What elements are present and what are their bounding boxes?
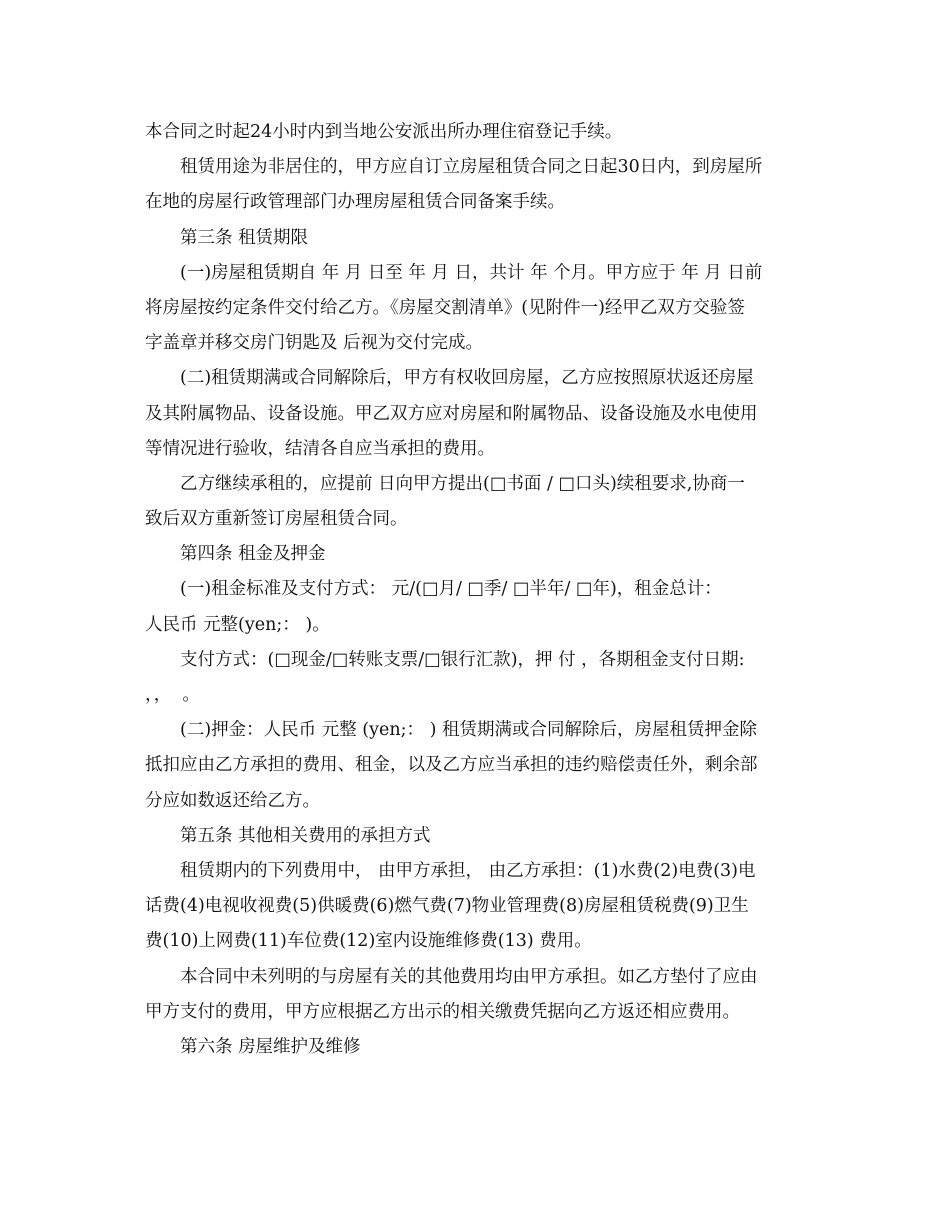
text-line: ，， 。: [145, 685, 200, 705]
text-line: 字盖章并移交房门钥匙及 后视为交付完成。: [145, 333, 484, 354]
text-line: 致后双方重新签订房屋租赁合同。: [145, 509, 408, 530]
text-line: 支付方式：(□现金/□转账支票/□银行汇款)，押 付 ，各期租金支付日期:: [180, 649, 745, 670]
text-line: 将房屋按约定条件交付给乙方。《房屋交割清单》(见附件一)经甲乙双方交验签: [145, 297, 745, 318]
text-line: (二)押金：人民币 元整 (yen;： ) 租赁期满或合同解除后，房屋租赁押金除: [180, 720, 757, 741]
text-line: 租赁用途为非居住的，甲方应自订立房屋租赁合同之日起30日内，到房屋所: [180, 157, 763, 178]
text-line: 等情况进行验收，结清各自应当承担的费用。: [145, 438, 495, 459]
text-line: 及其附属物品、设备设施。甲乙双方应对房屋和附属物品、设备设施及水电使用: [145, 403, 758, 424]
text-line: 人民币 元整(yen;： )。: [145, 614, 330, 635]
text-line: 话费(4)电视收视费(5)供暖费(6)燃气费(7)物业管理费(8)房屋租赁税费(9)卫生: [145, 896, 749, 917]
section-heading: 第五条 其他相关费用的承担方式: [180, 825, 431, 846]
text-line: 租赁期内的下列费用中， 由甲方承担， 由乙方承担：(1)水费(2)电费(3)电: [180, 860, 756, 881]
section-heading: 第六条 房屋维护及维修: [180, 1036, 361, 1057]
text-line: 分应如数返还给乙方。: [145, 790, 320, 811]
section-heading: 第三条 租赁期限: [180, 227, 309, 248]
text-line: (一)租金标准及支付方式： 元/(□月/ □季/ □半年/ □年)，租金总计：: [180, 579, 722, 600]
text-line: 甲方支付的费用，甲方应根据乙方出示的相关缴费凭据向乙方返还相应费用。: [145, 1001, 740, 1022]
text-line: 本合同之时起24小时内到当地公安派出所办理住宿登记手续。: [145, 122, 623, 142]
text-line: 费(10)上网费(11)车位费(12)室内设施维修费(13) 费用。: [145, 931, 592, 952]
document-body: [145, 115, 805, 1065]
text-line: 本合同中未列明的与房屋有关的其他费用均由甲方承担。如乙方垫付了应由: [180, 966, 758, 987]
text-line: 抵扣应由乙方承担的费用、租金，以及乙方应当承担的违约赔偿责任外，剩余部: [145, 755, 758, 776]
text-line: 在地的房屋行政管理部门办理房屋租赁合同备案手续。: [145, 192, 565, 213]
text-line: (二)租赁期满或合同解除后，甲方有权收回房屋，乙方应按照原状返还房屋: [180, 368, 754, 389]
section-heading: 第四条 租金及押金: [180, 544, 326, 565]
text-line: 乙方继续承租的，应提前 日向甲方提出(□书面 / □口头)续租要求,协商一: [180, 473, 745, 494]
text-line: (一)房屋租赁期自 年 月 日至 年 月 日，共计 年 个月。甲方应于 年 月 日前: [180, 262, 763, 283]
